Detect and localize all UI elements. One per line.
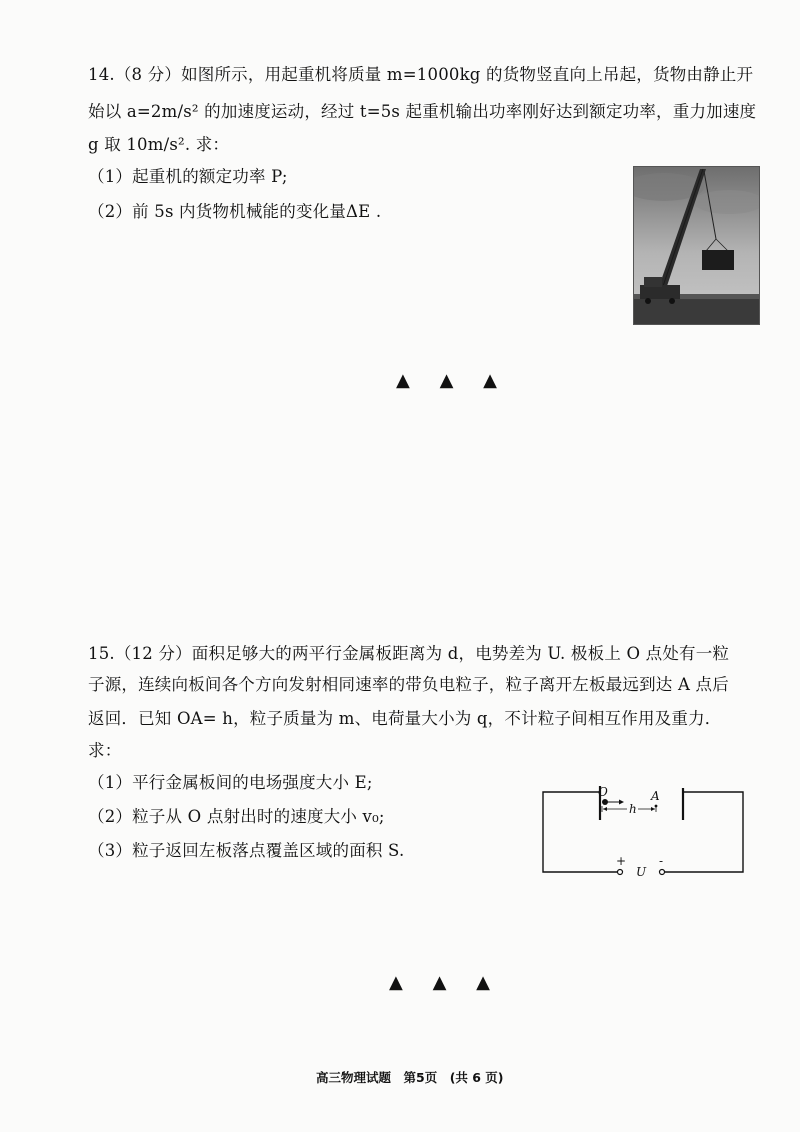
section-separator-2: ▲ ▲ ▲ [389, 972, 502, 993]
q14-sub-question-1: （1）起重机的额定功率 P; [88, 167, 288, 186]
q15-line-4: 求： [88, 741, 122, 760]
label-h: h [629, 802, 637, 816]
right-wire [665, 792, 743, 872]
q15-line-2: 子源，连续向板间各个方向发射相同速率的带负电粒子，粒子离开左板最远到达 A 点后 [88, 675, 729, 694]
q14-line-1: 14.（8 分）如图所示，用起重机将质量 m=1000kg 的货物竖直向上吊起，货物由静止开 [88, 65, 754, 84]
q14-line-3: g 取 10m/s². 求： [88, 135, 230, 154]
q15-sub-question-3: （3）粒子返回左板落点覆盖区域的面积 S. [88, 841, 405, 860]
label-u: U [636, 865, 647, 879]
page-footer: 高三物理试题 第5页 (共 6 页) [316, 1070, 504, 1085]
negative-terminal [660, 870, 665, 875]
label-plus: + [616, 854, 627, 868]
crane-photo-drawing [634, 167, 759, 324]
label-o: O [598, 785, 608, 799]
label-minus: - [659, 854, 664, 868]
crane-photo [633, 166, 760, 325]
q14-line-2: 始以 a=2m/s² 的加速度运动，经过 t=5s 起重机输出功率刚好达到额定功率，重力加速度 [88, 102, 757, 121]
q14-sub-question-2: （2）前 5s 内货物机械能的变化量ΔE . [88, 202, 382, 221]
positive-terminal [618, 870, 623, 875]
q15-line-1: 15.（12 分）面积足够大的两平行金属板距离为 d，电势差为 U. 极板上 O 点处有一粒 [88, 644, 730, 663]
q15-line-3: 返回．已知 OA= h，粒子质量为 m、电荷量大小为 q，不计粒子间相互作用及重力． [88, 709, 722, 728]
label-a: A [651, 789, 660, 803]
parallel-plates-circuit-diagram [535, 782, 751, 882]
q15-sub-question-2: （2）粒子从 O 点射出时的速度大小 v₀; [88, 807, 385, 826]
section-separator-1: ▲ ▲ ▲ [396, 370, 509, 391]
q15-sub-question-1: （1）平行金属板间的电场强度大小 E; [88, 773, 373, 792]
